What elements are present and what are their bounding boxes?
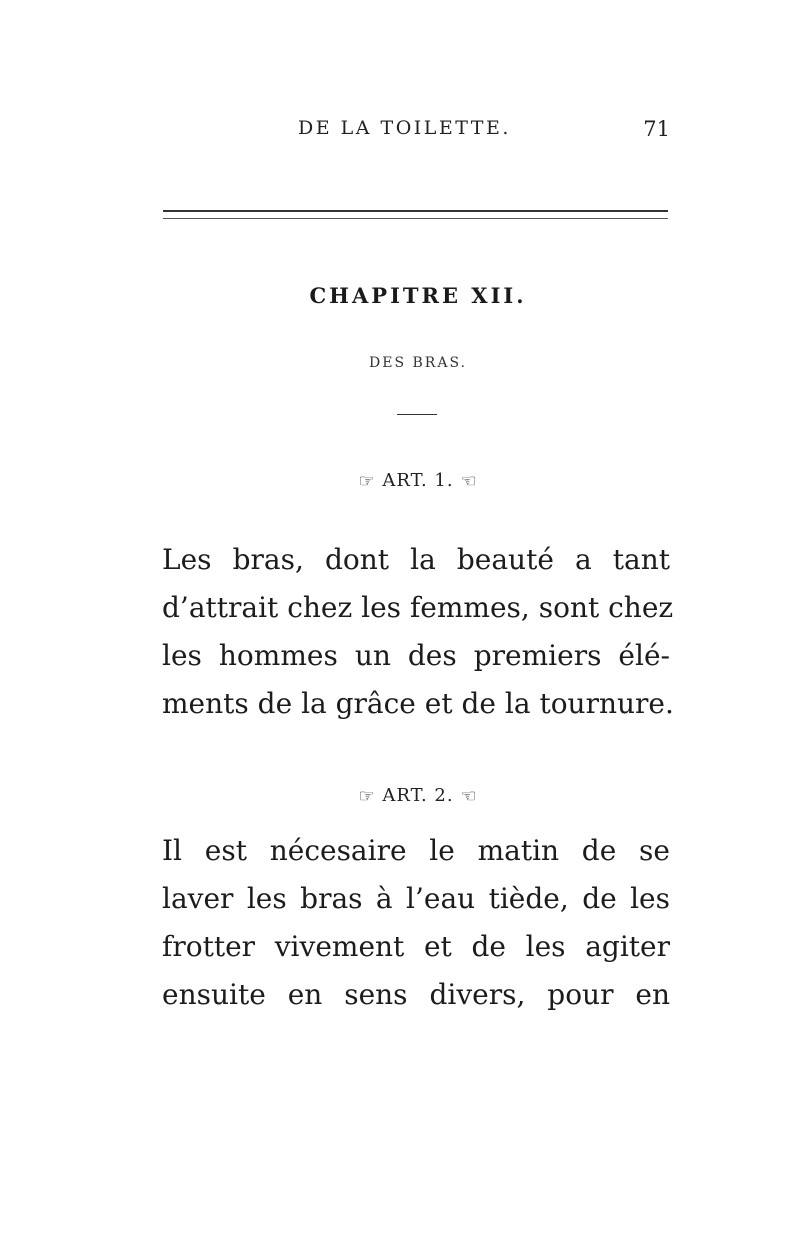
chapter-heading: CHAPITRE XII. (309, 283, 527, 308)
article-heading-1 (0, 470, 800, 492)
text-line: ensuite en sens divers, pour en (162, 978, 670, 1011)
text-line: Les bras, dont la beauté a tant (162, 543, 670, 576)
double-rule-divider (163, 210, 668, 219)
running-head (160, 117, 670, 141)
article-2-paragraph (162, 827, 670, 1019)
page-number: 71 (643, 117, 670, 141)
text-line: frotter vivement et de les agiter (162, 930, 670, 963)
pointing-hand-left-icon: ☜ (460, 785, 478, 807)
text-line: laver les bras à l’eau tiède, de les (162, 882, 670, 915)
article-label: ART. 1. (382, 470, 454, 491)
article-label: ART. 2. (382, 785, 454, 806)
pointing-hand-left-icon: ☜ (460, 470, 478, 492)
article-heading-2 (0, 785, 800, 807)
text-line: ments de la grâce et de la tournure. (162, 687, 674, 720)
running-title: DE LA TOILETTE. (298, 117, 511, 139)
text-line: Il est nécesaire le matin de se (162, 834, 670, 867)
pointing-hand-right-icon: ☞ (358, 470, 376, 492)
article-1-paragraph (162, 536, 674, 728)
short-rule-divider (397, 414, 437, 415)
text-line: les hommes un des premiers élé- (162, 639, 670, 672)
text-line: d’attrait chez les femmes, sont chez (162, 591, 674, 624)
section-title: DES BRAS. (369, 355, 467, 371)
pointing-hand-right-icon: ☞ (358, 785, 376, 807)
